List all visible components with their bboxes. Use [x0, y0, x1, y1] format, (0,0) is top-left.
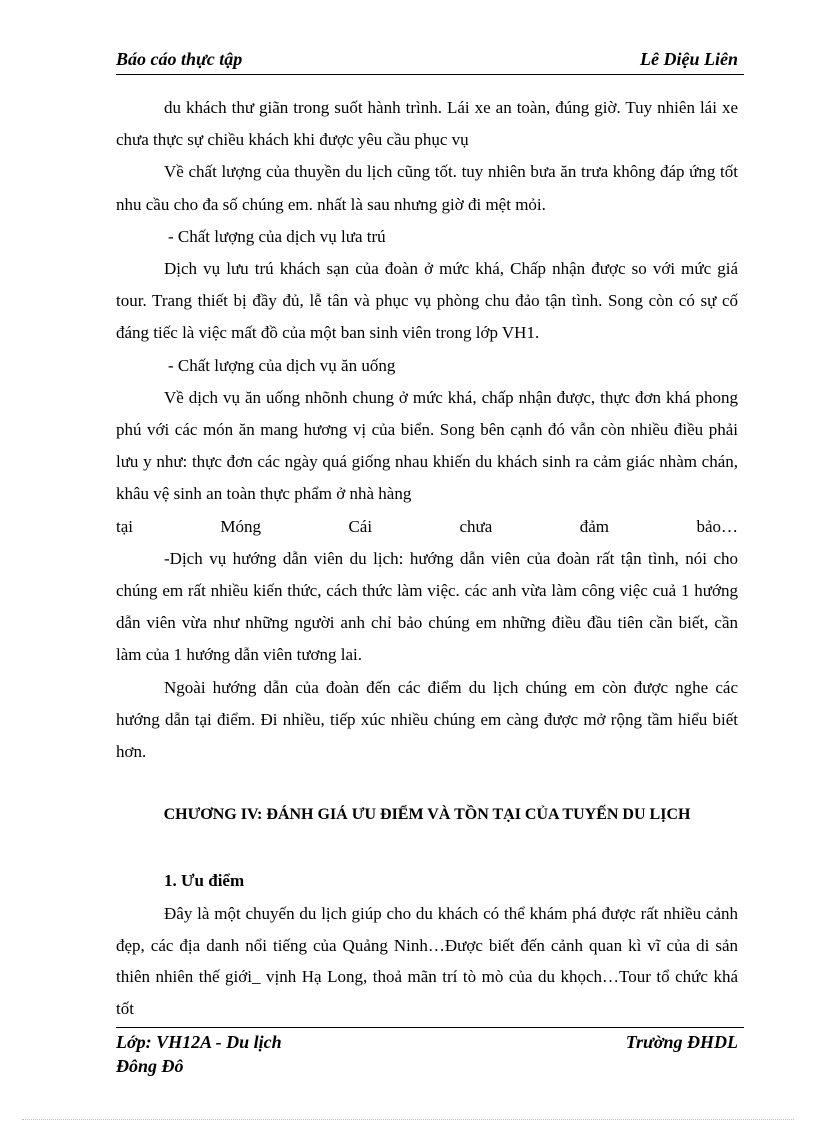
paragraph: Ngoài hướng dẫn của đoàn đến các điểm du lịch chúng em còn được nghe các hướng dẫn tại điểm. Đi nhiều, tiếp xúc nhiều chúng em càng được mở rộng tầm hiểu biết hơn. [116, 677, 738, 762]
section-body [116, 898, 738, 1025]
list-item-dining: - Chất lượng của dịch vụ ăn uống [168, 355, 396, 375]
paragraph: Dịch vụ lưu trú khách sạn của đoàn ở mức khá, Chấp nhận được so với mức giá tour. Trang thiết bị đầy đủ, lễ tân và phục vụ phòng chu đảo tận tình. Song còn có sự cố đáng tiếc là việc mất đồ của một ban sinh viên trong lớp VH1. [116, 259, 738, 343]
paragraph: Đây là một chuyến du lịch giúp cho du khách có thể khám phá được rất nhiều cảnh đẹp, các địa danh nổi tiếng của Quảng Ninh…Được biết đến cảnh quan kì vĩ của di sản thiên nhiên thế giới_ vịnh Hạ Long, thoả mãn trí tò mò của du khọch…Tour tổ chức khá tốt [116, 904, 738, 1019]
footer-class-line1: Lớp: VH12A - Du lịch [116, 1032, 282, 1052]
list-item-accommodation: - Chất lượng của dịch vụ lưa trú [168, 226, 386, 246]
header-author-name: Lê Diệu Liên [640, 49, 738, 69]
paragraph: du khách thư giãn trong suốt hành trình. Lái xe an toàn, đúng giờ. Tuy nhiên lái xe chưa thực sự chiều khách khi được yêu cầu phục vụ [116, 98, 738, 150]
footer-school-name: Trường ĐHDL [625, 1032, 738, 1052]
paragraph: -Dịch vụ hướng dẫn viên du lịch: hướng dẫn viên của đoàn rất tận tình, nói cho chúng em rất nhiều kiến thức, cách thức làm việc. các anh vừa làm công việc cuả 1 hướng dẫn viên vừa như những người anh chỉ bảo chúng em những điều đầu tiên cần biết, cần làm của 1 hướng dẫn viên tương lai. [116, 548, 738, 665]
page-edge-divider [22, 1119, 794, 1120]
paragraph-continuation: tại Móng Cái chưa đảm bảo… [116, 516, 738, 536]
page-footer [116, 1027, 744, 1080]
chapter-title: CHƯƠNG IV: ĐÁNH GIÁ ƯU ĐIỂM VÀ TỒN TẠI CỦA TUYẾN DU LỊCH [163, 806, 691, 823]
page-header [116, 46, 744, 75]
body-text [116, 92, 738, 768]
header-report-title: Báo cáo thực tập [116, 49, 243, 69]
footer-class-line2: Đông Đô [116, 1056, 184, 1076]
section-title: 1. Ưu điểm [164, 871, 245, 890]
paragraph: Về dịch vụ ăn uống nhõnh chung ở mức khá, chấp nhận được, thực đơn khá phong phú với các món ăn mang hương vị của biển. Song bên cạnh đó vẫn còn nhiều điều phải lưu y như: thực đơn các ngày quá giống nhau khiến du khách sinh ra cảm giác nhàm chán, khâu vệ sinh an toàn thực phẩm ở nhà hàng [116, 387, 738, 504]
footer-class-info [116, 1030, 282, 1078]
paragraph: Về chất lượng của thuyền du lịch cũng tốt. tuy nhiên bưa ăn trưa không đáp ứng tốt nhu cầu cho đa số chúng em. nhất là sau nhưng giờ đi mệt mỏi. [116, 162, 738, 214]
